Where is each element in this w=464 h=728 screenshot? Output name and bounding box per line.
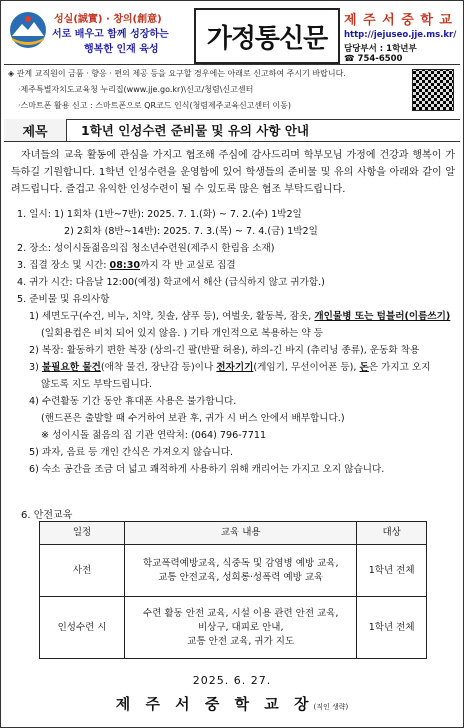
item-prohibited: 3) 불필요한 물건(애착 물건, 장난감 등)이나 전자기기(게임기, 무선이어폰 등), 돈은 가지고 오지 bbox=[29, 362, 431, 373]
safety-table bbox=[39, 521, 427, 659]
intro-paragraph: 자녀들의 교육 활동에 관심을 가지고 협조해 주심에 감사드리며 학부모님 가정에 건강과 행복이 가득하길 기원합니다. 1학년 인성수련을 운영함에 있어 학생들의 준비물 및 유의 사항을 아래와 같이 알려드립니다. 즐겁고 유익한 인성수련이 될 수 있도록 많은 협조 부탁드립니다. bbox=[11, 150, 455, 195]
item-phone-b: (핸드폰은 출발할 때 수거하여 보관 후, 귀가 시 버스 안에서 배부합니다.) bbox=[41, 413, 345, 424]
row-schedule: 사전 bbox=[40, 545, 125, 597]
issue-date: 2025. 6. 27. bbox=[192, 674, 272, 687]
col-target: 대상 bbox=[357, 522, 427, 545]
table-row bbox=[40, 597, 427, 659]
gather-time: 08:30 bbox=[109, 260, 141, 271]
phone-info: ☎ 754-6500 bbox=[344, 54, 403, 64]
item-prohibited-b: 않도록 지도 부탁드립니다. bbox=[41, 379, 153, 390]
item-phone: 4) 수련활동 기간 동안 휴대폰 사용은 불가합니다. bbox=[29, 396, 237, 407]
safety-heading: 6. 안전교육 bbox=[21, 510, 73, 521]
item-date-2: 2) 2회차 (8반~14반): 2025. 7. 3.(목) ~ 7. 4.(금) 1박2일 bbox=[64, 226, 318, 237]
item-gather: 3. 집결 장소 및 시간: 08:30까지 각 반 교실로 집결 bbox=[17, 260, 236, 271]
item-contact: ※ 성이시돌 젊음의 집 기관 연락처: (064) 796-7711 bbox=[41, 430, 267, 441]
subject-label: 제목 bbox=[4, 119, 67, 141]
motto-line2: 서로 배우고 함께 성장하는 bbox=[52, 29, 169, 40]
item-return: 4. 귀가 시간: 다음날 12:00(예정) 학교에서 해산 (급식하지 않고 귀가함.) bbox=[17, 277, 325, 288]
principal-signature: 제 주 서 중 학 교 장(직인 생략) bbox=[115, 695, 349, 713]
school-url[interactable]: http://jejuseo.jje.ms.kr/ bbox=[344, 30, 457, 40]
seal-note: (직인 생략) bbox=[313, 703, 349, 711]
row-content: 학교폭력예방교육, 식중독 및 감염병 예방 교육, 교통 안전교육, 성희롱·성폭력 예방 교육 bbox=[125, 545, 357, 597]
school-logo bbox=[8, 10, 48, 50]
row-target: 1학년 전체 bbox=[357, 597, 427, 659]
item-supplies-heading: 5. 준비물 및 유의사항 bbox=[17, 294, 110, 305]
header bbox=[4, 4, 460, 62]
department-info: 담당부서 : 1학년부 bbox=[344, 44, 417, 54]
newsletter-title: 가정통신문 bbox=[194, 8, 340, 64]
col-content: 교육 내용 bbox=[125, 522, 357, 545]
school-name: 제 주 서 중 학 교 bbox=[344, 13, 453, 28]
item-place: 2. 장소: 성이시돌젊음의집 청소년수련원(제주시 한림읍 소재) bbox=[17, 243, 275, 254]
notice-line1: ◈ 관계 교직원이 금품 · 향응 · 편의 제공 등을 요구할 경우에는 아래로 신고하여 주시기 바랍니다. bbox=[8, 69, 346, 78]
item-supplies-1: 1) 세면도구(수건, 비누, 치약, 칫솔, 샴푸 등), 여벌옷, 활동복, 잠옷, 개인물병 또는 텀블러(이름쓰기) bbox=[29, 311, 451, 322]
subject-value: 1학년 인성수련 준비물 및 유의 사항 안내 bbox=[81, 123, 310, 138]
item-date-1: 1. 일시: 1) 1회차 (1반~7반): 2025. 7. 1.(화) ~ 7. 2.(수) 1박2일 bbox=[17, 209, 302, 220]
notice-line3: ·스마트폰 활용 신고 : 스마트폰으로 QR코드 인식(청렴제주교육신고센터 이동) bbox=[18, 101, 291, 110]
row-target: 1학년 전체 bbox=[357, 545, 427, 597]
table-header-row bbox=[40, 522, 427, 545]
table-row bbox=[40, 545, 427, 597]
notice-line2: ·제주특별자치도교육청 누리집(www.jje.go.kr)\신고/청렴\신고센터 bbox=[18, 85, 254, 94]
row-schedule: 인성수련 시 bbox=[40, 597, 125, 659]
item-snacks: 5) 과자, 음료 등 개인 간식은 가져오지 않습니다. bbox=[29, 447, 234, 458]
col-schedule: 일정 bbox=[40, 522, 125, 545]
row-content: 수련 활동 안전 교육, 시설 이용 관련 안전 교육, 비상구, 대피로 안내, 교통 안전 교육, 귀가 지도 bbox=[125, 597, 357, 659]
qr-code-icon[interactable] bbox=[412, 69, 454, 111]
report-notice bbox=[4, 64, 460, 120]
motto-line1: 성실(誠實) · 창의(創意) bbox=[54, 14, 162, 25]
item-clothing: 2) 복장: 활동하기 편한 복장 (상의-긴 팔(반팔 허용), 하의-긴 바지 (츄리닝 종류), 운동화 착용 bbox=[29, 345, 420, 356]
motto-line3: 행복한 인재 육성 bbox=[84, 44, 159, 55]
subject-row bbox=[4, 119, 460, 142]
item-luggage: 6) 숙소 공간을 조금 더 넓고 쾌적하게 사용하기 위해 캐리어는 가지고 오지 않습니다. bbox=[29, 464, 385, 475]
item-supplies-1b: (일회용컵은 비치 되어 있지 않음. ) 기타 개인적으로 복용하는 약 등 bbox=[41, 328, 323, 339]
body-text bbox=[11, 147, 455, 478]
